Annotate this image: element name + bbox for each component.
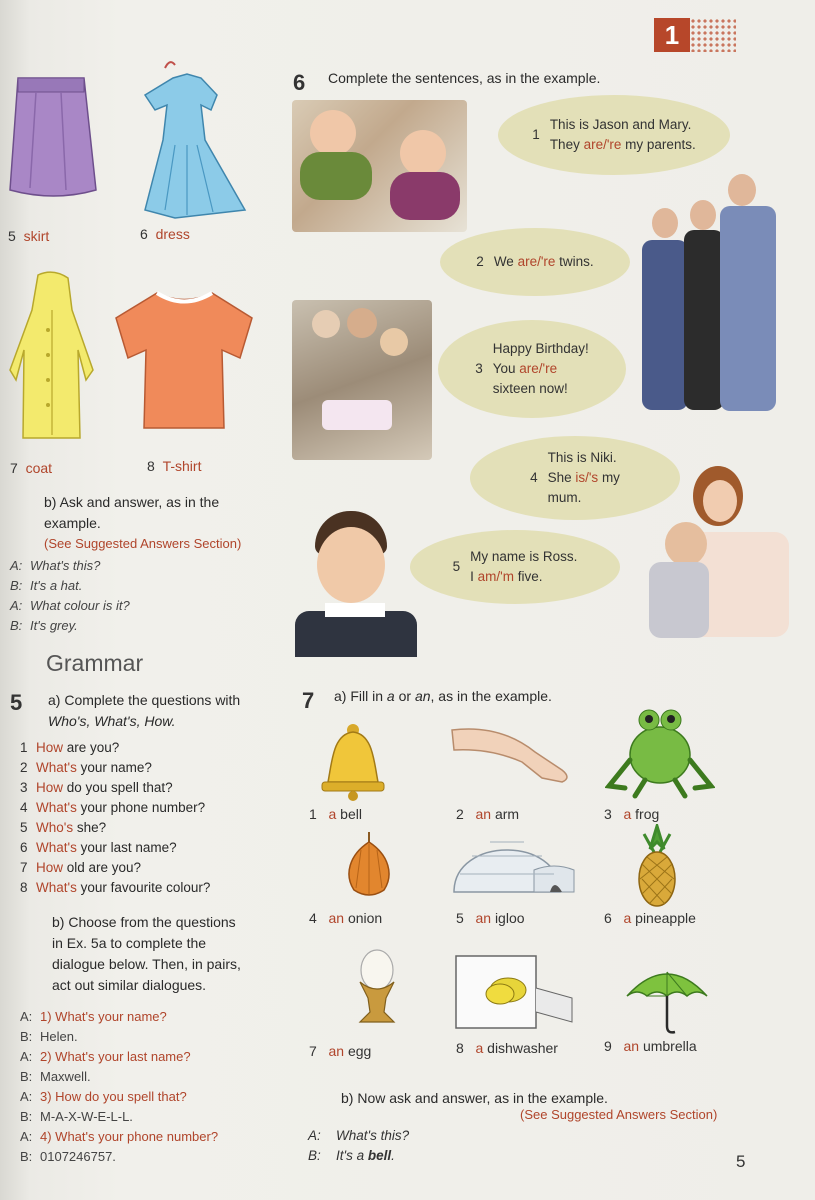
question-row: 3 How do you spell that? [20,780,173,795]
birthday-party-photo [292,300,432,460]
page-number: 5 [736,1152,746,1171]
question-row: 1 How are you? [20,740,120,755]
pineapple-illustration [632,824,682,909]
dialogue-line: B: 0107246757. [20,1149,116,1164]
item-label-7: 7 an egg [309,1043,372,1059]
question-row: 7 How old are you? [20,860,142,875]
question-row: 5 Who's she? [20,820,107,835]
exercise-7a-instruction: a) Fill in a or an, as in the example. [334,688,552,704]
boy-ross-photo [295,505,417,657]
item-label-1: 1 a bell [309,806,362,822]
exercise-7b-instruction: b) Now ask and answer, as in the example. [341,1090,608,1106]
igloo-illustration [450,826,580,896]
speech-bubble-5: 5 My name is Ross. I am/'m five. [410,530,620,604]
clothes-label-6: 6 dress [140,226,190,242]
umbrella-illustration [625,960,710,1036]
item-label-3: 3 a frog [604,806,660,822]
hat-dialogue: A: What's this? B: It's a hat. A: What colour is it? B: It's grey. [10,558,130,633]
item-label-9: 9 an umbrella [604,1038,697,1054]
dishwasher-illustration [452,952,577,1032]
exercise-6-number: 6 [293,70,306,95]
exercise-6-instruction: Complete the sentences, as in the example. [328,70,601,86]
egg-illustration [350,948,404,1034]
speech-bubble-1: 1 This is Jason and Mary. They are/'re my parents. [498,95,730,175]
exercise-5-number: 5 [10,690,23,715]
twin-babies-photo [292,100,467,232]
dialogue-line: A: 1) What's your name? [20,1009,167,1024]
skirt-illustration [6,70,101,210]
speech-bubble-4: 4 This is Niki. She is/'s my mum. [470,436,680,520]
clothes-label-7: 7 coat [10,460,53,476]
family-graduation-photo [640,170,782,425]
question-row: 6 What's your last name? [20,840,177,855]
item-label-5: 5 an igloo [456,910,525,926]
frog-illustration [605,700,715,800]
question-row: 2 What's your name? [20,760,152,775]
dialogue-line: B: M-A-X-W-E-L-L. [20,1109,133,1124]
clothes-label-5: 5 skirt [8,228,50,244]
coat-illustration [8,270,98,445]
dress-illustration [125,60,250,220]
dialogue-line: A: 2) What's your last name? [20,1049,191,1064]
exercise-5b-instruction: b) Choose from the questions in Ex. 5a to complete the dialogue below. Then, in pairs, act out similar dialogues. [52,914,241,993]
bell-dialogue: A: What's this? B: It's a bell. [308,1128,410,1163]
tshirt-illustration [112,288,257,433]
helen-dialogue [20,1009,218,1169]
clothes-label-8: 8 T-shirt [147,458,202,474]
item-label-6: 6 a pineapple [604,910,696,926]
item-label-2: 2 an arm [456,806,520,822]
question-row: 8 What's your favourite colour? [20,880,211,895]
exercise-7-number: 7 [302,688,315,713]
exercise-5a-instruction: a) Complete the questions with Who's, What's, How. [48,692,241,729]
suggested-answers-note: (See Suggested Answers Section) [44,536,242,551]
speech-bubble-2: 2 We are/'re twins. [440,228,630,296]
unit-badge-pattern [690,18,736,52]
speech-bubble-3: 3 Happy Birthday! You are/'re sixteen now! [438,320,626,418]
question-row: 4 What's your phone number? [20,800,206,815]
bell-illustration [318,722,388,802]
dialogue-line: A: 4) What's your phone number? [20,1129,219,1144]
unit-badge: 1 [654,18,690,52]
arm-illustration [450,722,575,787]
question-list [20,740,210,900]
item-label-8: 8 a dishwasher [456,1040,558,1056]
dialogue-line: B: Maxwell. [20,1069,91,1084]
dialogue-line: B: Helen. [20,1029,78,1044]
ask-answer-instruction: b) Ask and answer, as in the example. [44,494,220,531]
item-label-4: 4 an onion [309,910,383,926]
onion-illustration [344,830,394,900]
ex7-suggested-answers-note: (See Suggested Answers Section) [520,1107,718,1122]
grammar-heading: Grammar [46,650,144,676]
dialogue-line: A: 3) How do you spell that? [20,1089,187,1104]
